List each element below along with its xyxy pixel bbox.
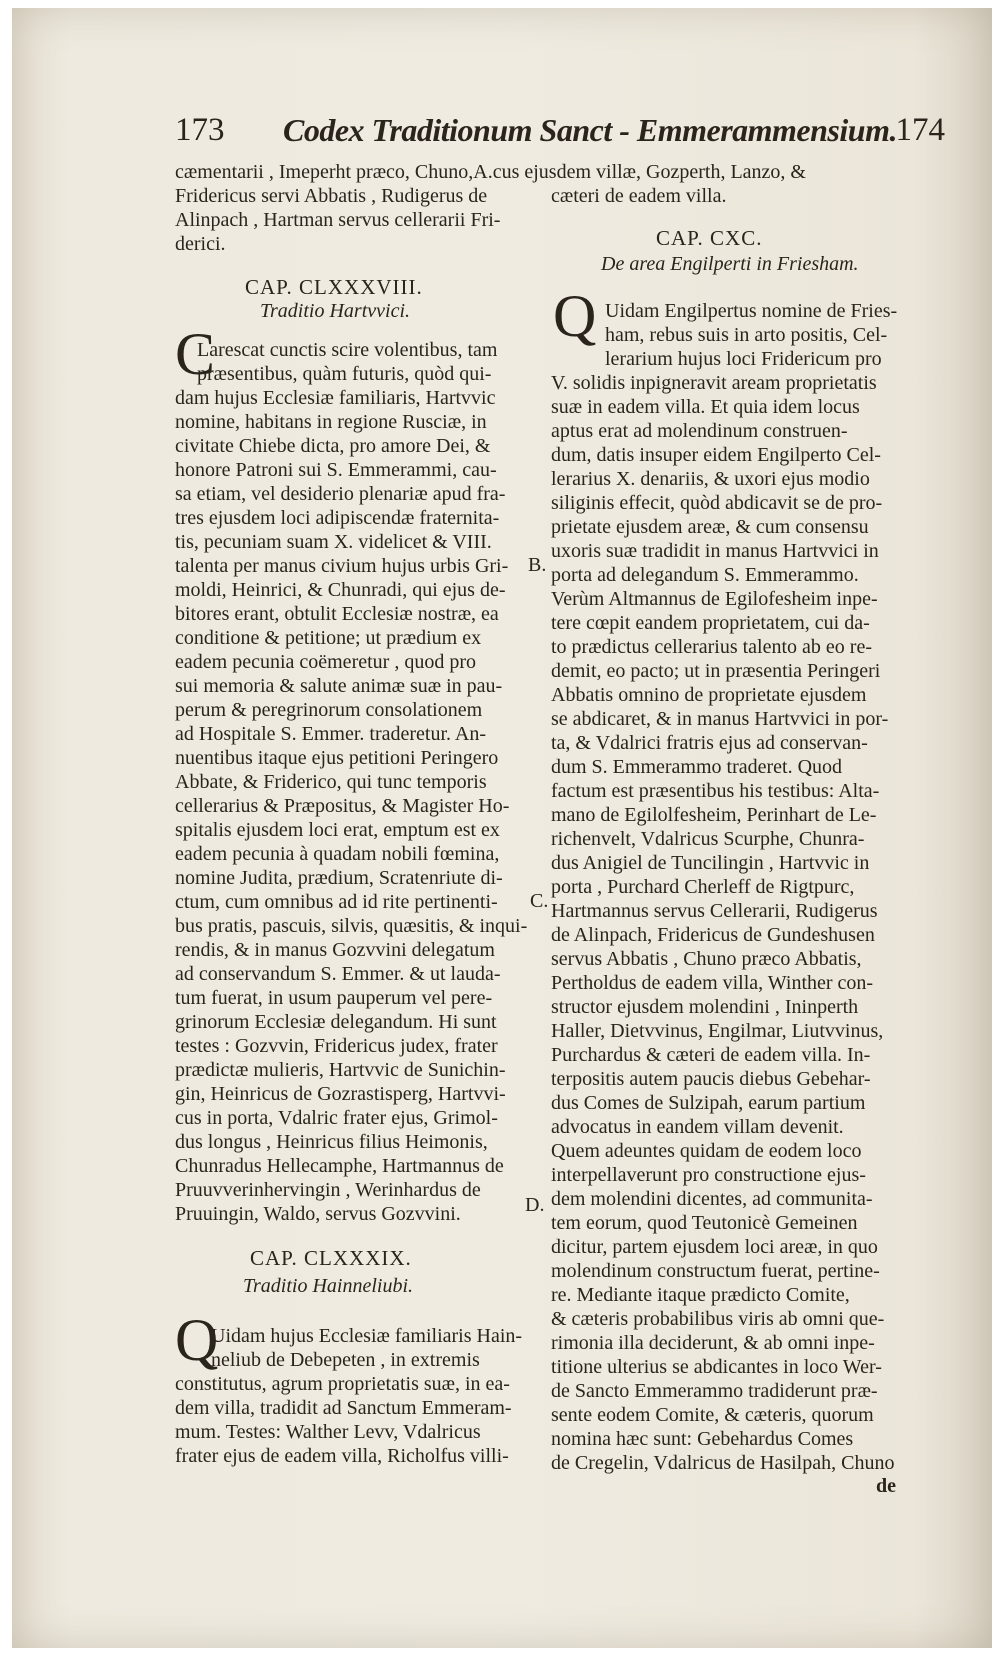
text-line: tres ejusdem loci adipiscendæ fraternita- <box>175 507 500 529</box>
text-line: Fridericus servi Abbatis , Rudigerus de <box>175 185 488 207</box>
text-line: sa etiam, vel desiderio plenariæ apud fra- <box>175 483 506 505</box>
text-line: derici. <box>175 233 226 255</box>
text-line: eadem pecunia à quadam nobili fœmina, <box>175 843 500 865</box>
text-line: CAP. CLXXXIX. <box>250 1246 412 1270</box>
text-line: structor ejusdem molendini , Ininperth <box>551 996 859 1018</box>
text-line: titione ulterius se abdicantes in loco Wer- <box>551 1356 882 1378</box>
drop-cap-q-right: Q <box>553 283 597 349</box>
text-line: Pruuingin, Waldo, servus Gozvvini. <box>175 1203 461 1225</box>
drop-cap-q-left: Q <box>175 1307 219 1373</box>
text-line: ad conservandum S. Emmer. & ut lauda- <box>175 963 501 985</box>
text-line: interpellaverunt pro constructione ejus- <box>551 1164 866 1186</box>
text-line: dum S. Emmerammo traderet. Quod <box>551 756 843 778</box>
text-line: Traditio Hartvvici. <box>260 300 410 322</box>
text-line: porta , Purchard Cherleff de Rigtpurc, <box>551 876 855 898</box>
text-line: molendinum constructum fuerat, pertine- <box>551 1260 880 1282</box>
text-line: conditione & petitione; ut prædium ex <box>175 627 482 649</box>
text-line: mum. Testes: Walther Levv, Vdalricus <box>175 1421 481 1443</box>
catchword: de <box>876 1475 896 1497</box>
text-line: CAP. CXC. <box>656 226 763 250</box>
text-line: talenta per manus civium hujus urbis Gri- <box>175 555 509 577</box>
text-line: rendis, & in manus Gozvvini delegatum <box>175 939 495 961</box>
text-line: nomina hæc sunt: Gebehardus Comes <box>551 1428 854 1450</box>
text-line: richenvelt, Vdalricus Scurphe, Chunra- <box>551 828 865 850</box>
text-line: tum fuerat, in usum pauperum vel pere- <box>175 987 493 1009</box>
drop-cap-c-left: C <box>175 321 216 387</box>
text-line: frater ejus de eadem villa, Richolfus villi- <box>175 1445 509 1467</box>
text-line: dus longus , Heinricus filius Heimonis, <box>175 1131 488 1153</box>
text-line: ta, & Vdalrici fratris ejus ad conservan- <box>551 732 868 754</box>
text-line: cus in porta, Vdalric frater ejus, Grimol- <box>175 1107 498 1129</box>
margin-mark-c: C. <box>530 890 549 912</box>
page-number-left: 173 <box>175 112 225 148</box>
text-line: Pertholdus de eadem villa, Winther con- <box>551 972 874 994</box>
text-line: testes : Gozvvin, Fridericus judex, frater <box>175 1035 498 1057</box>
text-line: mano de Egilolfesheim, Perinhart de Le- <box>551 804 877 826</box>
text-line: nuentibus itaque ejus petitioni Peringero <box>175 747 499 769</box>
text-line: dem molendini dicentes, ad communita- <box>551 1188 873 1210</box>
text-line: Purchardus & cæteri de eadem villa. In- <box>551 1044 871 1066</box>
text-line: re. Mediante itaque prædicto Comite, <box>551 1284 850 1306</box>
text-line: dam hujus Ecclesiæ familiaris, Hartvvic <box>175 387 496 409</box>
text-line: tem eorum, quod Teutonicè Gemeinen <box>551 1212 858 1234</box>
text-line: factum est præsentibus his testibus: Alta- <box>551 780 880 802</box>
text-line: lerarius X. denariis, & uxori ejus modio <box>551 468 870 490</box>
text-line: se abdicaret, & in manus Hartvvici in por- <box>551 708 889 730</box>
text-line: Haller, Dietvvinus, Engilmar, Liutvvinus, <box>551 1020 884 1042</box>
text-line: præsentibus, quàm futuris, quòd qui- <box>197 363 492 385</box>
text-line: advocatus in eandem villam devenit. <box>551 1116 844 1138</box>
text-line: de Sancto Emmerammo tradiderunt præ- <box>551 1380 878 1402</box>
text-line: Pruuvverinhervingin , Werinhardus de <box>175 1179 481 1201</box>
text-line: rimonia illa deciderunt, & ab omni inpe- <box>551 1332 875 1354</box>
text-line: eadem pecunia coëmeretur , quod pro <box>175 651 476 673</box>
text-line: Quem adeuntes quidam de eodem loco <box>551 1140 862 1162</box>
text-line: tis, pecuniam suam X. videlicet & VIII. <box>175 531 492 553</box>
text-line: perum & peregrinorum consolationem <box>175 699 483 721</box>
text-line: moldi, Heinrici, & Chunradi, qui ejus de- <box>175 579 506 601</box>
text-line: cellerarius & Præpositus, & Magister Ho- <box>175 795 510 817</box>
text-line: Uidam hujus Ecclesiæ familiaris Hain- <box>211 1325 523 1347</box>
text-line: sui memoria & salute animæ suæ in pau- <box>175 675 503 697</box>
text-line: Uidam Engilpertus nomine de Fries- <box>605 300 898 322</box>
text-line: Larescat cunctis scire volentibus, tam <box>197 339 498 361</box>
text-line: ad Hospitale S. Emmer. traderetur. An- <box>175 723 487 745</box>
text-line: de Cregelin, Vdalricus de Hasilpah, Chuno <box>551 1452 895 1474</box>
text-line: siliginis effecit, quòd abdicavit se de pro- <box>551 492 883 514</box>
page-number-right: 174 <box>895 112 945 148</box>
text-line: ham, rebus suis in arto positis, Cel- <box>605 324 888 346</box>
text-line: cæmentarii , Imeperht præco, Chuno,A.cus ejusdem villæ, Gozperth, Lanzo, & <box>175 161 806 183</box>
text-line: Chunradus Hellecamphe, Hartmannus de <box>175 1155 504 1177</box>
margin-mark-d: D. <box>525 1194 545 1216</box>
text-line: spitalis ejusdem loci erat, emptum est ex <box>175 819 500 841</box>
text-line: Verùm Altmannus de Egilofesheim inpe- <box>551 588 878 610</box>
text-line: nomine Judita, prædium, Scratenriute di- <box>175 867 503 889</box>
text-line: grinorum Ecclesiæ delegandum. Hi sunt <box>175 1011 497 1033</box>
text-line: CAP. CLXXXVIII. <box>245 275 423 299</box>
text-line: to prædictus cellerarius talento ab eo re- <box>551 636 872 658</box>
text-line: terpositis autem paucis diebus Gebehar- <box>551 1068 871 1090</box>
text-line: dus Comes de Sulzipah, earum partium <box>551 1092 866 1114</box>
text-line: Hartmannus servus Cellerarii, Rudigerus <box>551 900 878 922</box>
running-title: Codex Traditionum Sanct - Emmerammensium. <box>283 112 897 148</box>
text-line: cæteri de eadem villa. <box>551 185 727 207</box>
text-line: civitate Chiebe dicta, pro amore Dei, & <box>175 435 491 457</box>
text-line: honore Patroni sui S. Emmerammi, cau- <box>175 459 497 481</box>
text-line: porta ad delegandum S. Emmerammo. <box>551 564 859 586</box>
text-line: nomine, habitans in regione Rusciæ, in <box>175 411 487 433</box>
text-line: dem villa, tradidit ad Sanctum Emmeram- <box>175 1397 512 1419</box>
text-line: V. solidis inpigneravit aream proprietatis <box>551 372 877 394</box>
text-line: Alinpach , Hartman servus cellerarii Fri- <box>175 209 501 231</box>
text-line: Abbate, & Friderico, qui tunc temporis <box>175 771 487 793</box>
margin-mark-b: B. <box>528 554 547 576</box>
text-line: demit, eo pacto; ut in præsentia Peringeri <box>551 660 881 682</box>
text-line: Abbatis omnino de proprietate ejusdem <box>551 684 867 706</box>
text-line: Traditio Hainneliubi. <box>243 1275 414 1297</box>
text-line: neliub de Debepeten , in extremis <box>211 1349 480 1371</box>
text-line: dicitur, partem ejusdem loci areæ, in quo <box>551 1236 878 1258</box>
text-line: sente eodem Comite, & cæteris, quorum <box>551 1404 874 1426</box>
text-line: & cæteris probabilibus viris ab omni que- <box>551 1308 885 1330</box>
text-line: bus pratis, pascuis, silvis, quæsitis, & inqui- <box>175 915 528 937</box>
text-line: dum, datis insuper eidem Engilperto Cel- <box>551 444 881 466</box>
text-line: lerarium hujus loci Fridericum pro <box>605 348 882 370</box>
text-line: constitutus, agrum proprietatis suæ, in ea- <box>175 1373 510 1395</box>
text-line: De area Engilperti in Friesham. <box>601 253 859 275</box>
text-line: ctum, cum omnibus ad id rite pertinenti- <box>175 891 498 913</box>
text-line: aptus erat ad molendinum construen- <box>551 420 848 442</box>
text-line: de Alinpach, Fridericus de Gundeshusen <box>551 924 875 946</box>
page-header <box>175 112 945 152</box>
text-line: servus Abbatis , Chuno præco Abbatis, <box>551 948 862 970</box>
text-line: prædictæ mulieris, Hartvvic de Sunichin- <box>175 1059 506 1081</box>
text-line: bitores erant, obtulit Ecclesiæ nostræ, ea <box>175 603 499 625</box>
text-line: gin, Heinricus de Gozrastisperg, Hartvvi- <box>175 1083 506 1105</box>
text-line: dus Anigiel de Tuncilingin , Hartvvic in <box>551 852 870 874</box>
text-line: prietate ejusdem areæ, & cum consensu <box>551 516 869 538</box>
text-line: tere cœpit eandem proprietatem, cui da- <box>551 612 870 634</box>
text-line: suæ in eadem villa. Et quia idem locus <box>551 396 860 418</box>
text-line: uxoris suæ tradidit in manus Hartvvici in <box>551 540 879 562</box>
